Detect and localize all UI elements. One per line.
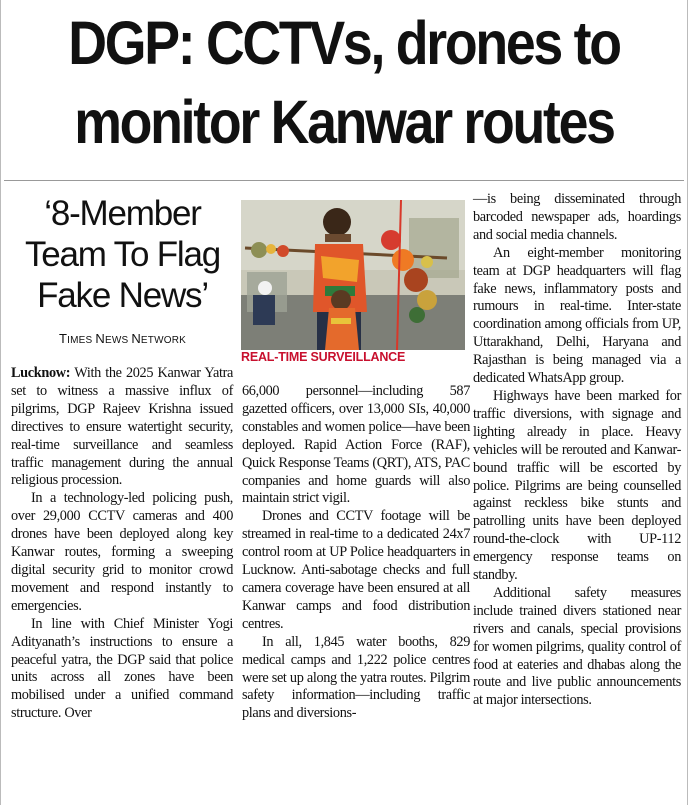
headline-rule — [4, 180, 684, 181]
headline — [41, 4, 646, 162]
byline: TIMES NEWS NETWORK — [58, 331, 187, 346]
article-column-2 — [242, 383, 470, 723]
dateline: Lucknow: — [11, 365, 71, 381]
paragraph: In line with Chief Minister Yogi Adityanath’s instructions to ensure a peaceful yatra, the DGP said that police units across all zones have been mobilised under a unified command structure. Over — [11, 615, 233, 722]
article-column-1 — [11, 365, 233, 723]
paragraph: 66,000 personnel—including 587 gazetted officers, over 13,000 SIs, 40,000 constables and women police—have been deployed. Rapid Action Force (RAF), Quick Response Teams (QRT), ATS, PAC companies and home guards will also maintain strict vigil. — [242, 383, 470, 507]
kicker — [10, 193, 235, 316]
paragraph: In a technology-led policing push, over 29,000 CCTV cameras and 400 drones have been deployed along key Kanwar routes, forming a sweeping digital security grid to monitor crowd movement and respond instantly to emergencies. — [11, 490, 233, 614]
news-photo — [241, 200, 465, 350]
photo-caption: REAL-TIME SURVEILLANCE — [241, 350, 406, 364]
headline-line-1: DGP: CCTVs, drones to — [68, 9, 620, 77]
headline-line-2: monitor Kanwar routes — [74, 88, 614, 156]
paragraph: Highways have been marked for traffic diversions, with signage and lighting already in place. Heavy vehicles will be rerouted and Kanwar-bound traffic will be escorted by police. Pilgrims are being counselled against reckless bike stunts and patrolling units have been deployed round-the-clock with UP-112 emergency response teams on standby. — [473, 387, 681, 584]
paragraph: An eight-member monitoring team at DGP headquarters will flag fake news, inflammatory posts and rumours in real-time. Inter-state coordination among officials from UP, Uttarakhand, Delhi, Haryana and Rajasthan is being managed via a dedicated WhatsApp group. — [473, 244, 681, 387]
paragraph: Additional safety measures include trained divers stationed near rivers and canals, special provisions for women pilgrims, quality control of food at eateries and dhabas along the route and live public announcements at major intersections. — [473, 584, 681, 709]
paragraph: —is being disseminated through barcoded newspaper ads, hoardings and social media channels. — [473, 191, 681, 243]
paragraph: Lucknow: With the 2025 Kanwar Yatra set to witness a massive influx of pilgrims, DGP Rajeev Krishna issued directives to ensure watertight security, real-time surveillance and seamless traffic management during the annual religious procession. — [11, 365, 233, 489]
paragraph: In all, 1,845 water booths, 829 medical camps and 1,222 police centres were set up along the yatra routes. Pilgrim safety information—including traffic plans and diversions- — [242, 633, 470, 722]
kicker-line-3: Fake News’ — [37, 276, 208, 315]
kicker-line-2: Team To Flag — [24, 235, 221, 274]
kicker-line-1: ‘8-Member — [44, 194, 201, 233]
article-column-3 — [473, 191, 681, 710]
paragraph: Drones and CCTV footage will be streamed in real-time to a dedicated 24x7 control room at UP Police headquarters in Lucknow. Anti-sabotage checks and full camera coverage have been ensured at all Kanwar camps and food distribution centres. — [242, 508, 470, 632]
kanwar-pilgrims-image — [241, 200, 465, 350]
